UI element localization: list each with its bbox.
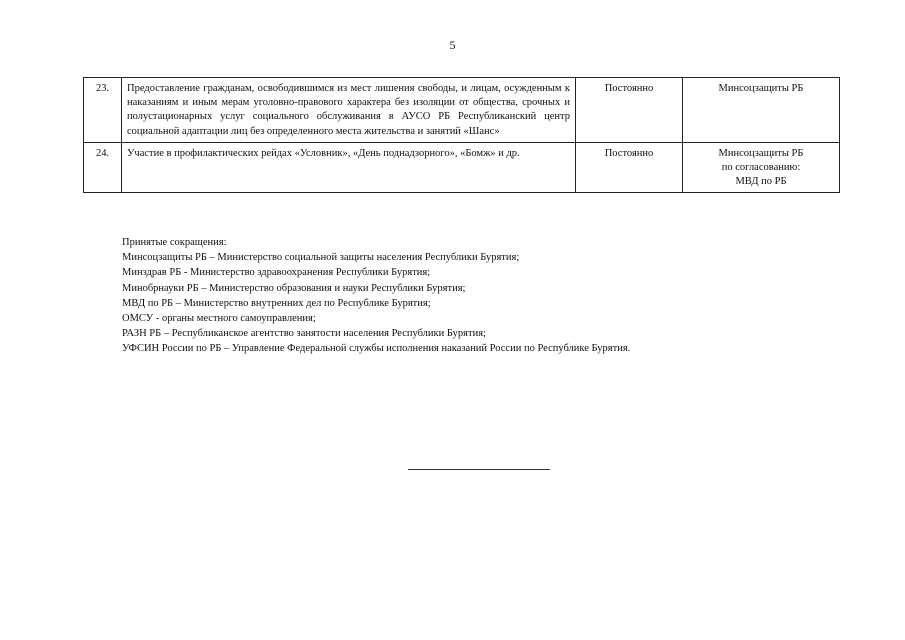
executor-line: Минсоцзащиты РБ	[718, 83, 804, 94]
abbreviation-item: ОМСУ - органы местного самоуправления;	[122, 313, 316, 325]
closing-divider	[408, 469, 550, 470]
abbreviation-item: Минздрав РБ - Министерство здравоохранения Республики Бурятия;	[122, 267, 431, 279]
executor-line: Минсоцзащиты РБ	[718, 147, 804, 159]
row-number: 23.	[84, 78, 122, 143]
executor-cell	[683, 78, 840, 143]
abbreviation-item: МВД по РБ – Министерство внутренних дел по Республике Бурятия;	[122, 297, 431, 309]
abbreviation-item: Минобрнауки РБ – Министерство образования и науки Республики Бурятия;	[122, 282, 466, 294]
measure-text: Участие в профилактических рейдах «Условник», «День поднадзорного», «Бомж» и др.	[122, 142, 576, 193]
table-row	[84, 78, 840, 143]
measures-table	[83, 77, 840, 193]
page-number: 5	[449, 38, 456, 52]
table-row	[84, 142, 840, 193]
executor-cell	[683, 142, 840, 193]
executor-line: по согласованию:	[721, 162, 801, 174]
abbreviation-item: РАЗН РБ – Республиканское агентство занятости населения Республики Бурятия;	[122, 328, 486, 340]
row-number: 24.	[84, 142, 122, 193]
abbreviations-title: Принятые сокращения:	[122, 237, 227, 248]
term-cell: Постоянно	[576, 142, 683, 193]
term-cell: Постоянно	[576, 78, 683, 143]
abbreviations-block	[122, 235, 822, 357]
measure-text: Предоставление гражданам, освободившимся из мест лишения свободы, и лицам, осужденным к наказаниям и иным мерам уголовно-правового характера без изоляции от общества, срочных и полустационарных услуг социального обслуживания в АУСО РБ Республиканский центр социальной адаптации лиц без определенного места жительства и занятий «Шанс»	[122, 78, 576, 143]
executor-line: МВД по РБ	[735, 176, 787, 188]
abbreviation-item: Минсоцзащиты РБ – Министерство социальной защиты населения Республики Бурятия;	[122, 252, 520, 264]
abbreviation-item: УФСИН России по РБ – Управление Федеральной службы исполнения наказаний России по Республике Бурятия.	[122, 343, 631, 355]
